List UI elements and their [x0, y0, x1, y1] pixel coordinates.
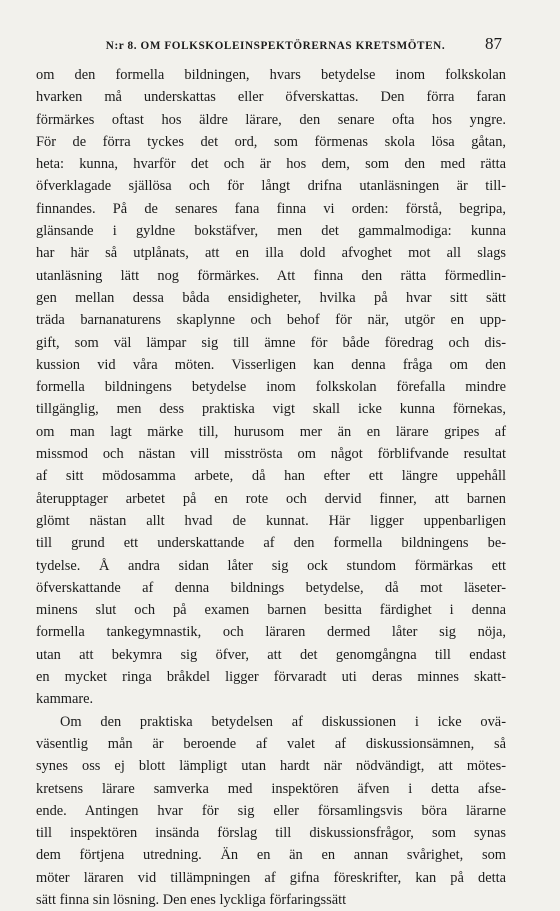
text-line: glänsande i gyldne bokstäfver, men det gammalmodiga: kunna	[36, 223, 506, 240]
text-line: af sitt mödosamma arbete, då han efter ett längre uppehåll	[36, 468, 506, 485]
text-line: För de förra tyckes det ord, som förmenas skola lösa gåtan,	[36, 133, 506, 150]
text-line: tillgänglig, men dess praktiska vigt skall icke kunna förnekas,	[36, 401, 506, 418]
text-line: gift, som väl lämpar sig till ämne för både föredrag och dis-	[36, 334, 506, 351]
text-line: öfverskattande af denna bildnings betydelse, då mot läseter-	[36, 579, 506, 596]
text-line: återupptager arbetet på en rote och dervid finner, att barnen	[36, 490, 506, 507]
text-line: till inspektören insända förslag till diskussionsfrågor, som synas	[36, 825, 506, 842]
text-line: sätt finna sin lösning. Den enes lyckliga förfaringssätt	[36, 891, 347, 908]
text-line: väsentlig mån är beroende af valet af diskussionsämnen, så	[36, 735, 506, 752]
text-line: tydelse. Å andra sidan låter sig ock stundom förmärkas ett	[36, 557, 506, 574]
text-line: utan att bekymra sig öfver, att det genomgångna till endast	[36, 646, 506, 663]
text-line: dem förtjena utredning. Än en än en annan svårighet, som	[36, 847, 506, 864]
text-line: heta: kunna, hvarför det och är hos dem, som den med rätta	[36, 156, 506, 173]
text-line: träda barnanaturens skaplynne och behof för när, utgör en upp-	[36, 312, 506, 329]
text-line: kussion vid våra möten. Visserligen kan denna fråga om den	[36, 356, 506, 373]
text-line: har här så utplånats, att en illa dold afvoghet mot all slags	[36, 245, 506, 262]
text-line: finnandes. På de senares fana finna vi orden: förstå, begripa,	[36, 200, 506, 217]
text-line: ende. Antingen hvar för sig eller församlingsvis böra lärarne	[36, 802, 506, 819]
running-head: N:r 8. OM FOLKSKOLEINSPEKTÖRERNAS KRETSMÖTEN.	[105, 40, 446, 52]
text-line: utanläsning lätt nog förmärkes. Att finna den rätta förmedlin-	[36, 267, 506, 284]
text-line: glömt nästan allt hvad de kunnat. Här ligger uppenbarligen	[36, 512, 506, 529]
text-line: missmod och nästan vill misströsta om något förblifvande resultat	[36, 446, 506, 463]
text-line: kammare.	[36, 691, 94, 708]
text-line: hvarken må underskattas eller öfverskattas. Den förra faran	[36, 89, 506, 106]
text-line: om man lagt märke till, hurusom mer än en lärare gripes af	[36, 423, 506, 440]
text-line: till grund ett underskattande af den formella bildningens be-	[36, 535, 506, 552]
text-line: formella tankegymnastik, och läraren dermed låter sig nöja,	[36, 624, 506, 641]
text-line: förmärkes oftast hos äldre lärare, den senare ofta hos yngre.	[36, 111, 506, 128]
text-line: kretsens lärare samverka med inspektören äfven i detta afse-	[36, 780, 506, 797]
page-number: 87	[485, 34, 502, 53]
text-line: synes oss ej blott lämpligt utan hardt när nödvändigt, att mötes-	[36, 758, 506, 775]
text-line: minens slut och på examen barnen besitta färdighet i denna	[36, 602, 506, 619]
text-line: möter läraren vid tillämpningen af gifna föreskrifter, kan på detta	[36, 869, 506, 886]
body-text	[36, 64, 506, 911]
text-line: en mycket ringa bråkdel ligger förvaradt uti deras minnes skatt-	[36, 669, 506, 686]
text-line: Om den praktiska betydelsen af diskussionen i icke ovä-	[60, 713, 506, 730]
text-line: om den formella bildningen, hvars betydelse inom folkskolan	[36, 67, 506, 83]
text-line: formella bildningens betydelse inom folkskolan förefalla mindre	[36, 379, 506, 396]
text-line: gen mellan dessa båda ensidigheter, hvilka på hvar sitt sätt	[36, 289, 506, 306]
page-header	[36, 34, 502, 58]
text-line: öfverklagade själlösa och för långt drifna utanläsningen är till-	[36, 178, 506, 195]
